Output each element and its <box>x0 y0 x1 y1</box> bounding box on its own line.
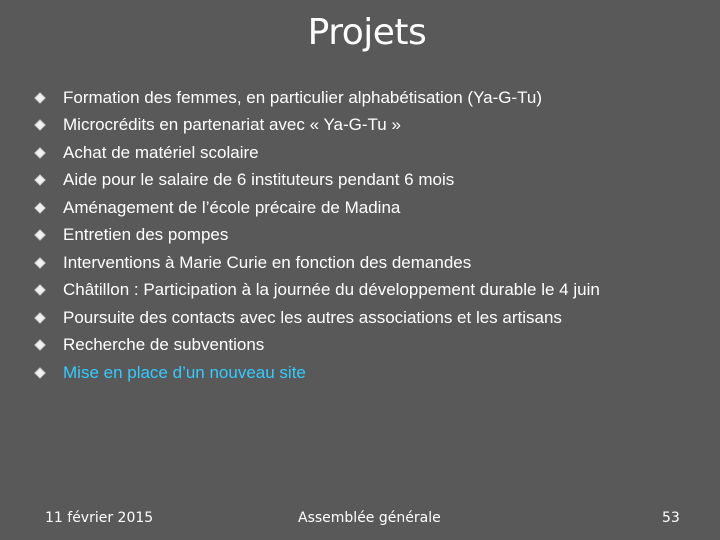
diamond-bullet-icon <box>34 312 45 323</box>
bullet-text: Recherche de subventions <box>63 335 265 355</box>
bullet-text: Poursuite des contacts avec les autres associations et les artisans <box>63 307 562 327</box>
diamond-bullet-icon <box>34 257 45 268</box>
diamond-bullet-icon <box>34 147 45 158</box>
page-number: 53 <box>662 510 680 526</box>
bullet-item <box>36 277 706 305</box>
diamond-bullet-icon <box>34 285 45 296</box>
bullet-item <box>36 84 706 112</box>
diamond-bullet-icon <box>34 120 45 131</box>
bullet-text: Microcrédits en partenariat avec « Ya-G-Tu » <box>63 115 401 135</box>
bullet-item-link[interactable] <box>36 359 706 387</box>
diamond-bullet-icon <box>34 92 45 103</box>
footer-date: 11 février 2015 <box>45 510 154 526</box>
bullet-text: Entretien des pompes <box>63 225 229 245</box>
bullet-text: Achat de matériel scolaire <box>63 142 259 162</box>
bullet-item <box>36 249 706 277</box>
bullet-item <box>36 332 706 360</box>
bullet-text: Formation des femmes, en particulier alphabétisation (Ya-G-Tu) <box>63 87 543 107</box>
diamond-bullet-icon <box>34 175 45 186</box>
bullet-text: Aide pour le salaire de 6 instituteurs pendant 6 mois <box>63 170 455 190</box>
slide-title: Projets <box>307 12 427 53</box>
diamond-bullet-icon <box>34 367 45 378</box>
bullet-item <box>36 139 706 167</box>
footer-title: Assemblée générale <box>298 510 441 526</box>
bullet-list <box>36 84 706 387</box>
diamond-bullet-icon <box>34 230 45 241</box>
bullet-text: Aménagement de l’école précaire de Madina <box>63 197 401 217</box>
bullet-item <box>36 112 706 140</box>
bullet-item <box>36 194 706 222</box>
bullet-text: Châtillon : Participation à la journée du développement durable le 4 juin <box>63 280 600 300</box>
bullet-item <box>36 304 706 332</box>
bullet-item <box>36 222 706 250</box>
bullet-text: Interventions à Marie Curie en fonction des demandes <box>63 252 472 272</box>
diamond-bullet-icon <box>34 202 45 213</box>
new-site-link[interactable]: Mise en place d’un nouveau site <box>63 362 306 382</box>
diamond-bullet-icon <box>34 340 45 351</box>
bullet-item <box>36 167 706 195</box>
